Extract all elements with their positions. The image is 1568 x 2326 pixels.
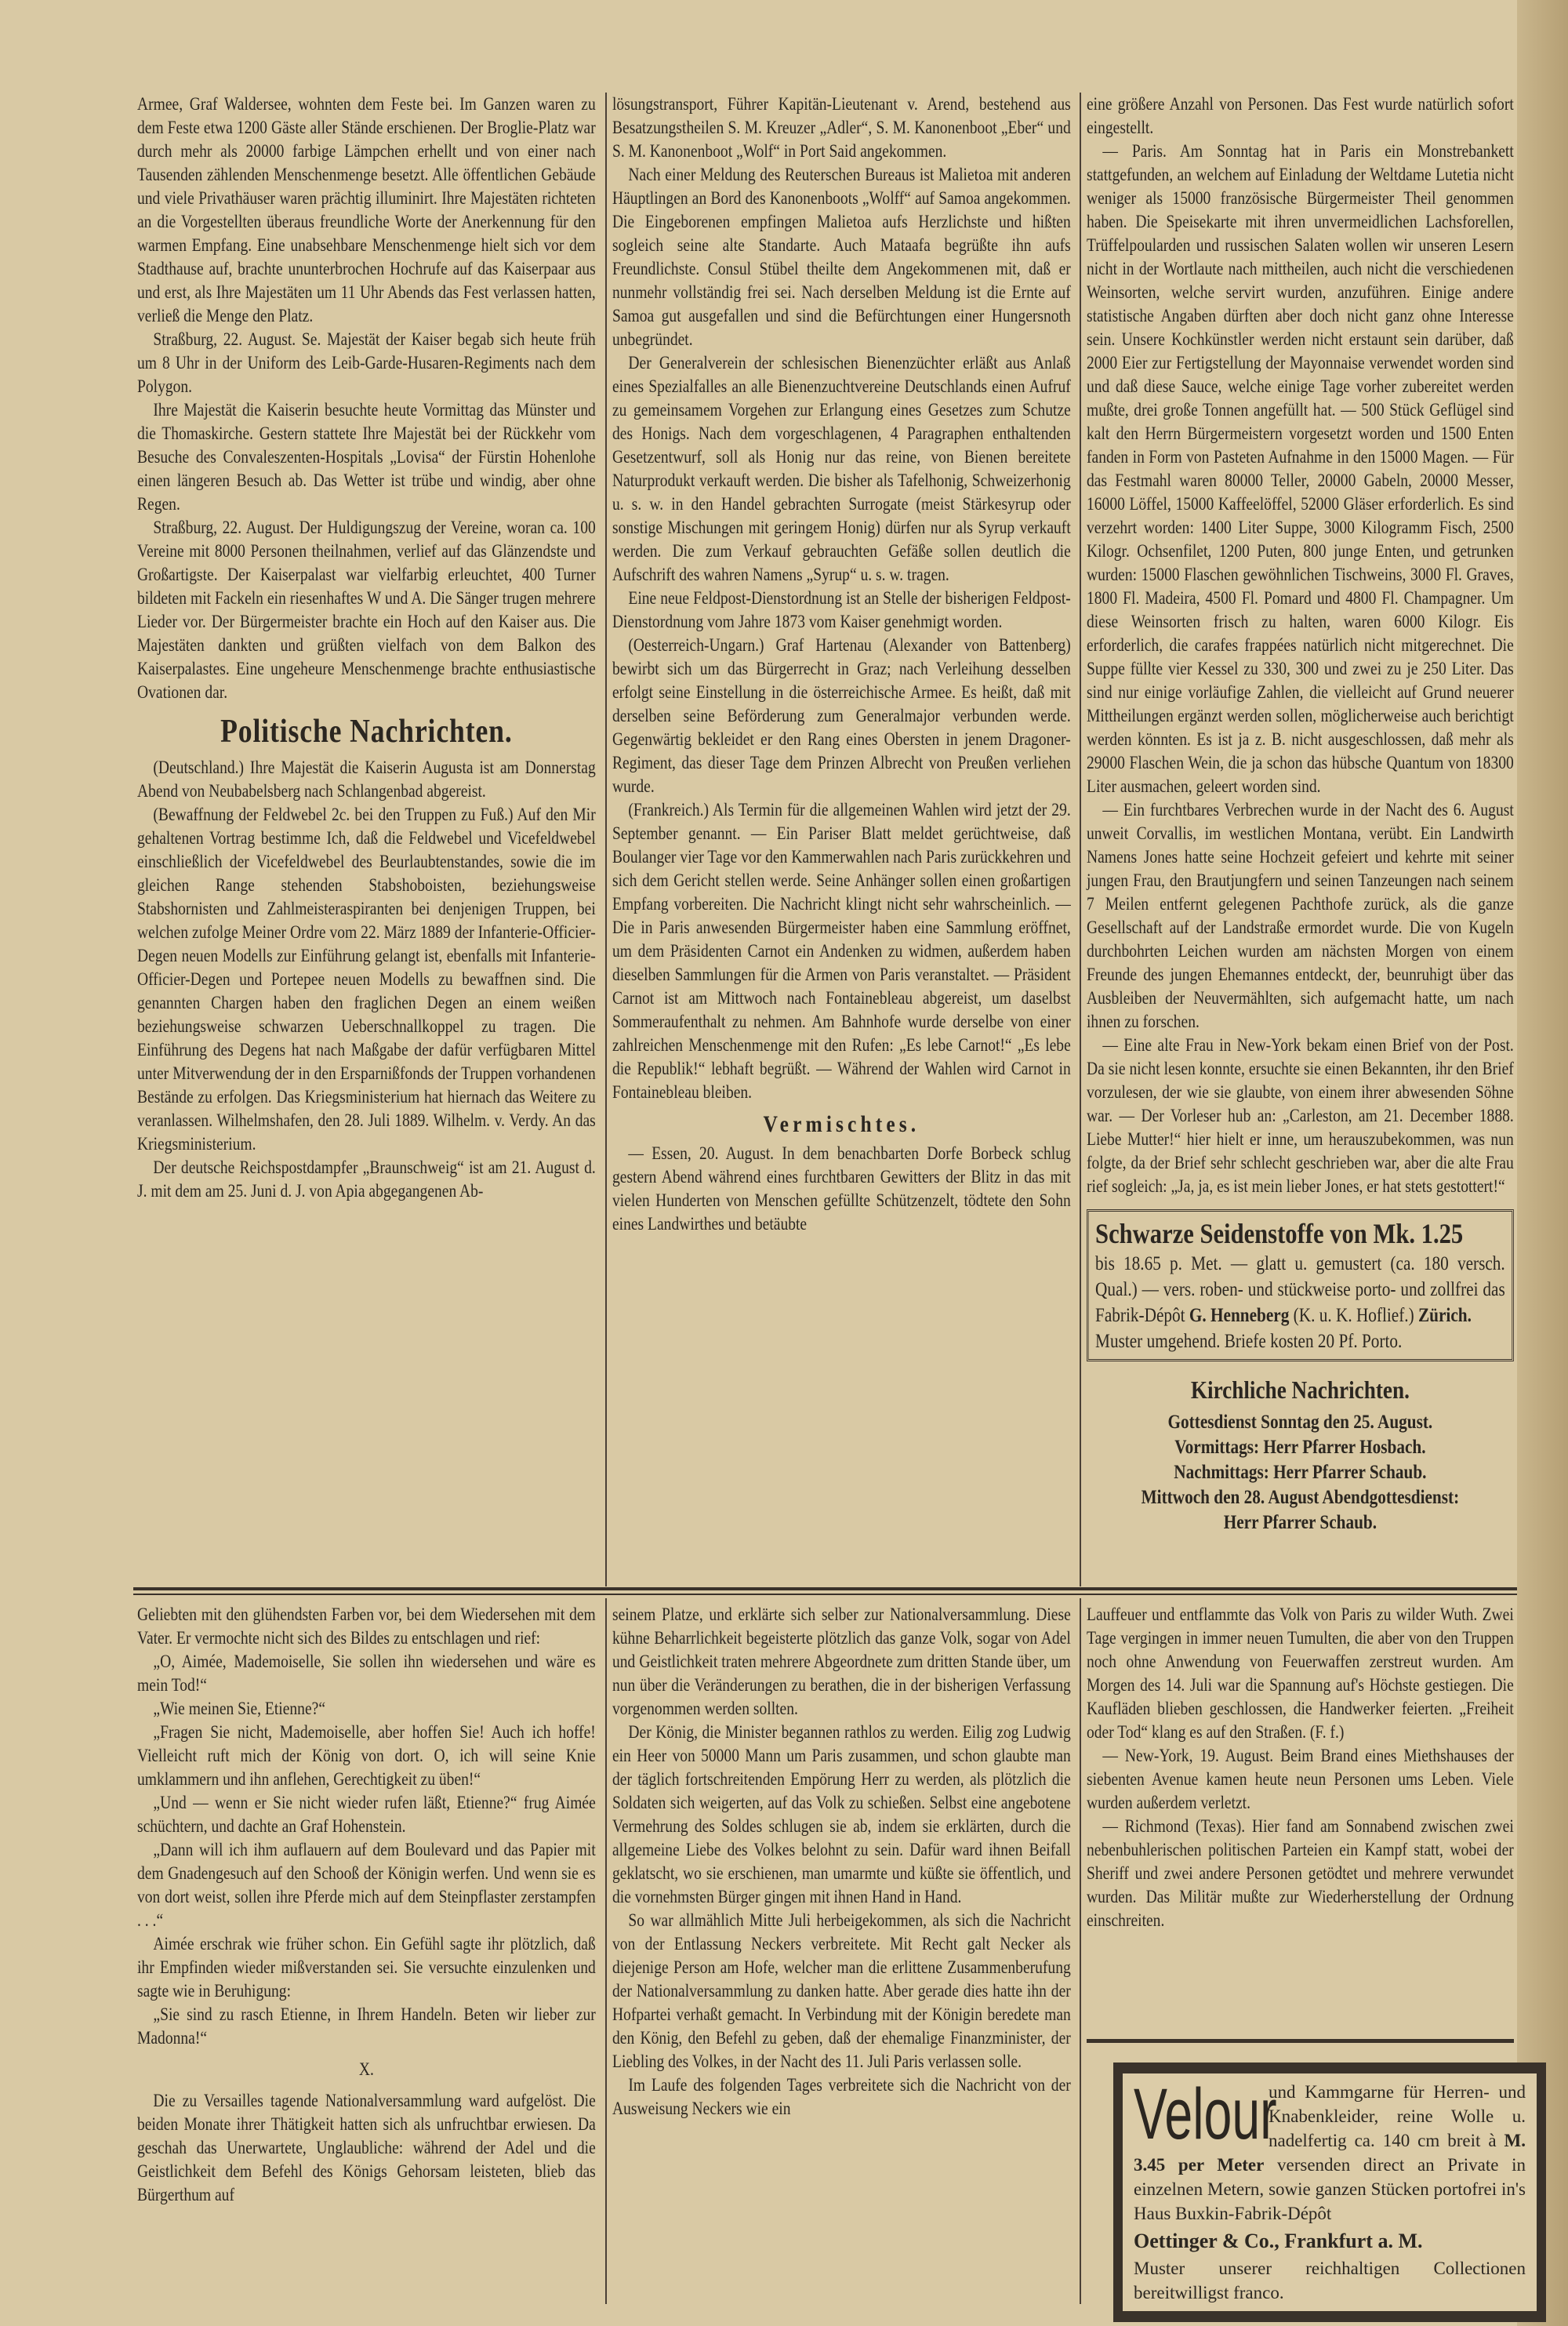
ad-footer: Muster umgehend. Briefe kosten 20 Pf. Porto. — [1095, 1331, 1403, 1352]
advertisement-velour — [1113, 2063, 1546, 2322]
section-divider — [133, 1587, 1517, 1590]
ad-divider — [1087, 2039, 1514, 2043]
page-edge — [1517, 0, 1568, 2326]
chapter-number: X. — [358, 2059, 374, 2079]
story-paragraph: „Sie sind zu rasch Etienne, in Ihrem Handeln. Beten wir lieber zur Madonna!“ — [137, 2004, 596, 2048]
ad-city: Zürich. — [1418, 1305, 1472, 1326]
article-paragraph: Straßburg, 22. August. Der Huldigungszug der Vereine, woran ca. 100 Vereine mit 8000 Personen theilnahmen, verlief auf das Glänzendste und Großartigste. Der Kaiserpalast war vielfarbig erleuchtet, 400 Turner bildeten mit Fackeln ein riesenhaftes W und A. Die Sänger trugen mehrere Lieder vor. Der Bürgermeister brachte ein Hoch auf den Kaiser aus. Die Majestäten dankten und grüßten vielfach von dem Balkon des Kaiserpalastes. Eine ungeheure Menschenmenge brachte enthusiastische Ovationen dar. — [137, 518, 596, 702]
story-paragraph: „Fragen Sie nicht, Mademoiselle, aber hoffen Sie! Auch ich hoffe! Vielleicht ruft mich der König von dort. O, ich will seine Knie umklammern und ihn anflehen, Gerechtigkeit zu üben!“ — [137, 1722, 596, 1789]
article-paragraph: Ihre Majestät die Kaiserin besuchte heute Vormittag das Münster und die Thomaskirche. Gestern stattete Ihre Majestät bei der Rückkehr vom Besuche des Convaleszenten-Hospitals „Lovisa“ der Fürstin Hohenlohe einen längeren Besuch ab. Das Wetter ist trübe und windig, aber ohne Regen. — [137, 400, 596, 514]
story-paragraph: So war allmählich Mitte Juli herbeigekommen, als sich die Nachricht von der Entlassung Neckers verbreitete. Mit Recht galt Necker als diejenige Person am Hofe, welcher man die erlittene Zusammenberufung der Nationalversammlung zu danken hatte. Aber gerade dies hatte ihn der Hofpartei verhaßt gemacht. In Verbindung mit der Königin beredete man den König, den Befehl zu geben, daß der ehemalige Finanzminister, der Liebling des Volkes, in der Nacht des 11. Juli Paris verlassen solle. — [612, 1910, 1071, 2071]
article-paragraph: (Frankreich.) Als Termin für die allgemeinen Wahlen wird jetzt der 29. September genannt. — Ein Pariser Blatt meldet gerüchtweise, daß Boulanger vier Tage vor den Kammerwahlen nach Paris zurückkehren und sich dem Gericht stellen werde. Seine Anhänger sollen einen großartigen Empfang vorbereiten. Die Nachricht klingt nicht sehr wahrscheinlich. — Die in Paris anwesenden Bürgermeister haben eine Sammlung eröffnet, um dem Präsidenten Carnot ein Andenken zu widmen, außerdem haben dieselben Sammlungen für die Armen von Paris veranstaltet. — Präsident Carnot ist am Mittwoch nach Fontainebleau abgereist, um daselbst Sommeraufenthalt zu nehmen. Am Bahnhofe wurde derselbe von einer zahlreichen Menschenmenge mit den Rufen: „Es lebe Carnot!“ „Es lebe die Republik!“ lebhaft begrüßt. — Während der Wahlen wird Carnot in Fontainebleau bleiben. — [612, 800, 1071, 1102]
column-rule — [1080, 93, 1081, 1586]
section-heading-politics: Politische Nachrichten. — [220, 714, 513, 750]
column-rule — [605, 1598, 607, 2304]
article-paragraph: — Eine alte Frau in New-York bekam einen Brief von der Post. Da sie nicht lesen konnte, ersuchte sie einen Bekannten, ihr den Brief vorzulesen, der wie sie glaubte, von einem ihrer abwesenden Söhne war. — Der Vorleser hub an: „Carleston, am 21. December 1888. Liebe Mutter!“ hier hielt er inne, um herauszubekommen, was nun folgte, da der Brief sehr schlecht geschrieben war, aber die alte Frau rief sogleich: „Ja, ja, es ist mein lieber Jones, er hat stets gestottert!“ — [1087, 1035, 1514, 1196]
article-paragraph: Der deutsche Reichspostdampfer „Braunschweig“ ist am 21. August d. J. mit dem am 25. Juni d. J. von Apia abgegangenen Ab- — [137, 1158, 596, 1201]
church-line: Nachmittags: Herr Pfarrer Schaub. — [1174, 1462, 1427, 1483]
ad-lead: und Kammgarne für Herren- und Knabenkleider, reine Wolle u. nadelfertig ca. 140 cm breit à — [1269, 2082, 1526, 2150]
story-paragraph: seinem Platze, und erklärte sich selber zur Nationalversammlung. Diese kühne Beharrlichkeit begeisterte plötzlich das ganze Volk, sogar von Adel und Geistlichkeit traten mehrere Abgeordnete zum dritten Stande über, um nun über die Veränderungen zu berathen, die in der bisherigen Verfassung vorgenommen werden sollten. — [612, 1605, 1071, 1718]
feuilleton-column-3 — [1087, 1603, 1514, 1932]
advertisement-silk — [1087, 1209, 1514, 1361]
news-column-3 — [1087, 93, 1514, 1536]
story-paragraph: Lauffeuer und entflammte das Volk von Paris zu wilder Wuth. Zwei Tage vergingen in immer neuen Tumulten, die aber von den Truppen noch ohne Anwendung von Feuerwaffen zerstreut wurden. Am Morgen des 14. Juli war die Spannung auf's Höchste gestiegen. Die Kaufläden blieben geschlossen, die Handwerker feierten. „Freiheit oder Tod“ klang es auf den Straßen. (F. f.) — [1087, 1605, 1514, 1742]
news-column-2 — [612, 93, 1071, 1236]
story-paragraph: Der König, die Minister begannen rathlos zu werden. Eilig zog Ludwig ein Heer von 50000 Mann um Paris zusammen, und schon glaubte man der täglich fortschreitenden Empörung Herr zu werden, als plötzlich die Soldaten sich weigerten, auf das Volk zu schießen. Selbst eine angebotene Vermehrung des Soldes schlugen sie ab, indem sie erklärten, durch die allgemeine Liebe des Volkes belohnt zu sein. Dafür ward ihnen Beifall geklatscht, wo sie erschienen, man umarmte und küßte sie öffentlich, und die vornehmsten Bürger gingen mit ihnen Hand in Hand. — [612, 1722, 1071, 1906]
story-paragraph: Aimée erschrak wie früher schon. Ein Gefühl sagte ihr plötzlich, daß ihr Empfinden wieder mißverstanden sei. Sie versuchte einzulenken und sagte wie in Beruhigung: — [137, 1934, 596, 2001]
ad-body: bis 18.65 p. Met. — glatt u. gemustert (ca. 180 versch. Qual.) — vers. roben- und stückweise porto- und zollfrei das Fabrik-Dépôt — [1095, 1253, 1505, 1326]
story-paragraph: Die zu Versailles tagende Nationalversammlung ward aufgelöst. Die beiden Monate ihrer Thätigkeit hatten sich als unfruchtbar erwiesen. Da geschah das Unerwartete, Unglaubliche: während der Adel und die Geistlichkeit dem Befehl des Königs Gehorsam leisteten, blieb das Bürgerthum auf — [137, 2091, 596, 2204]
ad-firm: G. Henneberg — [1189, 1305, 1290, 1326]
church-line: Gottesdienst Sonntag den 25. August. — [1167, 1412, 1433, 1433]
ad-firm-note: (K. u. K. Hoflief.) — [1293, 1305, 1414, 1326]
story-paragraph: „Wie meinen Sie, Etienne?“ — [153, 1699, 326, 1718]
story-paragraph: „Und — wenn er Sie nicht wieder rufen läßt, Etienne?“ frug Aimée schüchtern, und dachte an Graf Hohenstein. — [137, 1793, 596, 1836]
feuilleton-column-1 — [137, 1603, 596, 2207]
article-paragraph: — Essen, 20. August. In dem benachbarten Dorfe Borbeck schlug gestern Abend während eines furchtbaren Gewitters der Blitz in das mit vielen Hunderten von Menschen gefüllte Schützenzelt, tödtete den Sohn eines Landwirthes und betäubte — [612, 1143, 1071, 1234]
ad-velour-word: Velour — [1134, 2074, 1277, 2154]
church-notices — [1087, 1372, 1514, 1536]
story-paragraph: „Dann will ich ihm auflauern auf dem Boulevard und das Papier mit dem Gnadengesuch auf den Schooß der Königin werfen. Und wenn sie es von dort weist, sollen ihre Pferde mich auf dem Steinpflaster zerstampfen . . .“ — [137, 1840, 596, 1930]
story-paragraph: Geliebten mit den glühendsten Farben vor, bei dem Wiedersehen mit dem Vater. Er vermochte nicht sich des Bildes zu entschlagen und rief: — [137, 1605, 596, 1648]
section-divider — [133, 1594, 1517, 1595]
church-line: Mittwoch den 28. August Abendgottesdienst: — [1141, 1487, 1460, 1508]
article-paragraph: (Bewaffnung der Feldwebel 2c. bei den Truppen zu Fuß.) Auf den Mir gehaltenen Vortrag bestimme Ich, daß die Feldwebel und Vicefeldwebel einschließlich der Vicefeldwebel des Beurlaubtenstandes, sowie die im gleichen Range stehenden Stabshoboisten, beziehungsweise Stabshornisten und Zahlmeisteraspiranten bei denjenigen Truppen, bei welchen zufolge Meiner Ordre vom 22. März 1889 der Infanterie-Officier-Degen neuen Modells zur Einführung gelangt ist, ebenfalls mit Infanterie-Officier-Degen und Portepee neuen Modells zu bewaffnen sind. Die genannten Chargen haben den fraglichen Degen an einem weißen beziehungsweise schwarzen Ueberschnallkoppel zu tragen. Die Einführung des Degens hat nach Maßgabe der dafür verfügbaren Mittel unter Mitverwendung der in den Ersparnißfonds der Truppen vorhandenen Bestände zu erfolgen. Das Kriegsministerium hat hiernach das Weitere zu veranlassen. Wilhelmshafen, den 28. Juli 1889. Wilhelm. v. Verdy. An das Kriegsministerium. — [137, 805, 596, 1154]
church-line: Vormittags: Herr Pfarrer Hosbach. — [1174, 1437, 1426, 1458]
ad-headline: Schwarze Seidenstoffe von Mk. 1.25 — [1095, 1218, 1464, 1249]
article-paragraph: lösungstransport, Führer Kapitän-Lieutenant v. Arend, bestehend aus Besatzungstheilen S. M. Kreuzer „Adler“, S. M. Kanonenboot „Eber“ und S. M. Kanonenboot „Wolf“ in Port Said angekommen. — [612, 94, 1071, 161]
ad-firm: Oettinger & Co., Frankfurt a. M. — [1134, 2230, 1423, 2252]
news-column-1 — [137, 93, 596, 1203]
article-paragraph: Armee, Graf Waldersee, wohnten dem Feste bei. Im Ganzen waren zu dem Feste etwa 1200 Gäste aller Stände erschienen. Der Broglie-Platz war durch mehr als 20000 farbige Lämpchen erhellt und von einer nach Tausenden zählenden Menschenmenge besetzt. Alle öffentlichen Gebäude und viele Privathäuser waren prächtig illuminirt. Ihre Majestäten richteten an die Vorgestellten überaus freundliche Worte der Anerkennung für den warmen Empfang. Eine unabsehbare Menschenmenge hielt sich vor dem Stadthause auf, brachte ununterbrochen Hochrufe auf das Kaiserpaar aus und erst, als Ihre Majestäten um 11 Uhr Abends das Fest verlassen hatten, verließ die Menge den Platz. — [137, 94, 596, 325]
feuilleton-column-2 — [612, 1603, 1071, 2121]
ad-price: M. 3.45 per Meter — [1134, 2131, 1526, 2175]
article-paragraph: (Oesterreich-Ungarn.) Graf Hartenau (Alexander von Battenberg) bewirbt sich um das Bürgerrecht in Graz; nach Verleihung desselben erfolgt seine Einstellung in die österreichische Armee. Es heißt, daß mit derselben seine Beförderung zum Generalmajor verbunden werde. Gegenwärtig bekleidet er den Rang eines Obersten in jenem Dragoner-Regiment, das dieser Tage dem Prinzen Albrecht von Preußen verliehen wurde. — [612, 635, 1071, 796]
ad-footer: Muster unserer reichhaltigen Collectionen bereitwilligst franco. — [1134, 2259, 1526, 2302]
story-paragraph: „O, Aimée, Mademoiselle, Sie sollen ihn wiedersehen und wäre es mein Tod!“ — [137, 1652, 596, 1695]
article-paragraph: Nach einer Meldung des Reuterschen Bureaus ist Malietoa mit anderen Häuptlingen an Bord des Kanonenboots „Wolff“ auf Samoa angekommen. Die Eingeborenen empfingen Malietoa aufs Herzlichste und hißten sogleich seine alte Standarte. Auch Mataafa begrüßte ihn aufs Freundlichste. Consul Stübel theilte dem Angekommenen mit, daß er nunmehr vollständig frei sei. Nach derselben Meldung ist die Ernte auf Samoa gut ausgefallen und sind die Befürchtungen einer Hungersnoth unbegründet. — [612, 165, 1071, 349]
article-paragraph: — Paris. Am Sonntag hat in Paris ein Monstrebankett stattgefunden, an welchem auf Einladung der Weltdame Lutetia nicht weniger als 15000 französische Bürgermeister Theil genommen haben. Die Speisekarte mit ihren unvermeidlichen Lachsforellen, Trüffelpoularden und russischen Salaten wollen wir unseren Lesern nicht in der Wortlaute nach mittheilen, auch nicht die verschiedenen Weinsorten, welche servirt wurden, anzuführen. Einige andere statistische Angaben dürften aber doch nicht ganz ohne Interesse sein. Unsere Kochkünstler werden nicht erstaunt sein darüber, daß 2000 Eier zur Fertigstellung der Mayonnaise verwendet worden sind und daß diese Sauce, welche einige Tage vorher zubereitet werden mußte, drei große Tonnen angefüllt hat. — 500 Stück Geflügel sind kalt den Herrn Bürgermeistern vorgesetzt worden und 1500 Enten fanden in Form von Pasteten Aufnahme in den 15000 Magen. — Für das Festmahl waren 80000 Teller, 20000 Gabeln, 20000 Messer, 16000 Löffel, 15000 Kaffeelöffel, 52000 Gläser erforderlich. Es sind verzehrt worden: 1400 Liter Suppe, 3000 Kilogramm Fisch, 2500 Kilogr. Ochsenfilet, 1200 Puten, 800 junge Enten, und getrunken wurden: 15000 Flaschen gewöhnlichen Tischweins, 3000 Fl. Graves, 1800 Fl. Madeira, 4500 Fl. Pomard und 4800 Fl. Champagner. Um diese Weinsorten frisch zu halten, waren 6000 Kilogr. Eis erforderlich, die carafes frappées natürlich nicht mitgerechnet. Die Suppe füllte vier Kessel zu 330, 300 und zwei zu je 250 Liter. Das sind nur einige vorläufige Zahlen, die vielleicht auf Grund neuerer Mittheilungen ergänzt werden sollen, möglicherweise auch berichtigt werden könnten. Es ist ja z. B. nicht ausgeschlossen, daß mehr als 29000 Flaschen Wein, die ja schon das hübsche Quantum von 18300 Liter ausmachen, geleert worden sind. — [1087, 141, 1514, 796]
news-paragraph: — New-York, 19. August. Beim Brand eines Miethshauses der siebenten Avenue kamen heute neun Personen ums Leben. Viele wurden außerdem verletzt. — [1087, 1746, 1514, 1812]
article-paragraph: Der Generalverein der schlesischen Bienenzüchter erläßt aus Anlaß eines Spezialfalles an alle Bienenzuchtvereine Deutschlands einen Aufruf zu gemeinsamem Vorgehen zur Erlangung eines Gesetzes zum Schutze des Honigs. Nach dem vorgeschlagenen, 4 Paragraphen enthaltenden Gesetzentwurf, soll als Honig nur das reine, von Bienen bereitete Naturprodukt verkauft werden. Die bisher als Tafelhonig, Schweizerhonig u. s. w. in den Handel gebrachten Surrogate (meist Stärkesyrup oder sonstige Mischungen mit geringem Honig) dürfen nur als Syrup verkauft werden. Die zum Verkauf gebrauchten Gefäße sollen deutlich die Aufschrift des wahren Namens „Syrup“ u. s. w. tragen. — [612, 353, 1071, 584]
story-paragraph: Im Laufe des folgenden Tages verbreitete sich die Nachricht von der Ausweisung Neckers wie ein — [612, 2075, 1071, 2118]
article-paragraph: — Ein furchtbares Verbrechen wurde in der Nacht des 6. August unweit Corvallis, im westlichen Montana, verübt. Ein Landwirth Namens Jones hatte seine Hochzeit gefeiert und kehrte mit seiner jungen Frau, den Brautjungfern und seinen Tanzeungen nach seinem 7 Meilen entfernt gelegenen Pachthofe zurück, als die ganze Gesellschaft auf der Landstraße ermordet wurde. Die von Kugeln durchbohrten Leichen wurden am nächsten Morgen von einem Freunde des jungen Ehemannes entdeckt, der, beunruhigt über das Ausbleiben der Neuvermählten, sich aufgemacht hatte, um nach ihnen zu forschen. — [1087, 800, 1514, 1031]
ad-body: versenden direct an Private in einzelnen Metern, sowie ganzen Stücken portofrei in's Haus Buxkin-Fabrik-Dépôt — [1134, 2155, 1526, 2223]
column-rule — [1080, 1598, 1081, 2304]
church-notices-title: Kirchliche Nachrichten. — [1190, 1376, 1410, 1404]
article-paragraph: Eine neue Feldpost-Dienstordnung ist an Stelle der bisherigen Feldpost-Dienstordnung vom Jahre 1873 vom Kaiser genehmigt worden. — [612, 588, 1071, 631]
article-paragraph: (Deutschland.) Ihre Majestät die Kaiserin Augusta ist am Donnerstag Abend von Neubabelsberg nach Schlangenbad abgereist. — [137, 758, 596, 801]
column-rule — [605, 93, 607, 1586]
article-paragraph: Straßburg, 22. August. Se. Majestät der Kaiser begab sich heute früh um 8 Uhr in der Uniform des Leib-Garde-Husaren-Regiments nach dem Polygon. — [137, 329, 596, 396]
church-line: Herr Pfarrer Schaub. — [1223, 1512, 1377, 1533]
article-paragraph: eine größere Anzahl von Personen. Das Fest wurde natürlich sofort eingestellt. — [1087, 94, 1514, 137]
section-heading-miscellany: Vermischtes. — [763, 1111, 920, 1137]
news-paragraph: — Richmond (Texas). Hier fand am Sonnabend zwischen zwei nebenbuhlerischen politischen Parteien ein Kampf statt, wobei der Sheriff und zwei andere Personen getödtet und mehrere verwundet wurden. Das Militär mußte zur Wiederherstellung der Ordnung einschreiten. — [1087, 1816, 1514, 1930]
